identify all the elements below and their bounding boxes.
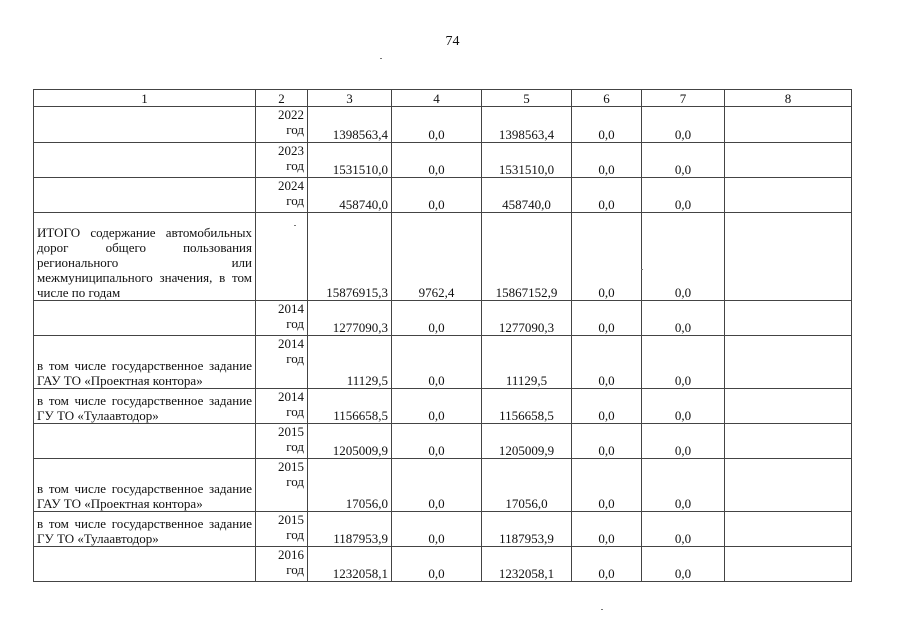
year-suffix: год <box>286 193 304 208</box>
row-label: в том числе государственное задание ГУ ТО «Тулаавтодор» <box>37 516 252 546</box>
total-cell: 1277090,3 <box>308 301 392 336</box>
row-label: в том числе государственное задание ГАУ ТО «Проектная контора» <box>37 358 252 388</box>
col7-cell: 0,0 <box>642 143 725 178</box>
year-suffix: год <box>286 122 304 137</box>
column-header: 4 <box>392 90 482 107</box>
col5-cell: 15867152,9 <box>482 213 572 301</box>
year-value: 2015 <box>278 459 304 474</box>
total-cell: 1232058,1 <box>308 547 392 582</box>
col6-cell: 0,0 <box>572 213 642 301</box>
row-label-cell <box>34 389 256 424</box>
row-label-cell <box>34 547 256 582</box>
year-suffix: год <box>286 351 304 366</box>
col8-cell <box>725 107 852 143</box>
year-value: 2015 <box>278 424 304 439</box>
col5-cell: 458740,0 <box>482 178 572 213</box>
col5-cell: 1277090,3 <box>482 301 572 336</box>
row-label-cell <box>34 301 256 336</box>
row-label: ИТОГО содержание автомобильных дорог общего пользования регионального или межмуниципального значения, в том числе по годам <box>37 225 252 300</box>
table-row <box>34 336 852 389</box>
scan-speck <box>641 269 643 270</box>
year-cell <box>256 512 308 547</box>
col6-cell: 0,0 <box>572 512 642 547</box>
row-label-cell <box>34 424 256 459</box>
total-cell: 458740,0 <box>308 178 392 213</box>
total-cell: 1205009,9 <box>308 424 392 459</box>
col8-cell <box>725 459 852 512</box>
column-header: 8 <box>725 90 852 107</box>
row-label-cell <box>34 178 256 213</box>
col7-cell: 0,0 <box>642 336 725 389</box>
table-row <box>34 178 852 213</box>
year-cell <box>256 336 308 389</box>
total-cell: 1531510,0 <box>308 143 392 178</box>
col7-cell: 0,0 <box>642 424 725 459</box>
col4-cell: 0,0 <box>392 301 482 336</box>
table-row <box>34 389 852 424</box>
row-label-cell <box>34 336 256 389</box>
col5-cell: 1531510,0 <box>482 143 572 178</box>
col5-cell: 1187953,9 <box>482 512 572 547</box>
col6-cell: 0,0 <box>572 336 642 389</box>
col7-cell: 0,0 <box>642 178 725 213</box>
col8-cell <box>725 301 852 336</box>
row-label-cell <box>34 512 256 547</box>
year-suffix: год <box>286 404 304 419</box>
row-label-cell <box>34 143 256 178</box>
col5-cell: 1205009,9 <box>482 424 572 459</box>
year-cell <box>256 301 308 336</box>
col6-cell: 0,0 <box>572 424 642 459</box>
col4-cell: 0,0 <box>392 107 482 143</box>
col4-cell: 0,0 <box>392 336 482 389</box>
year-cell <box>256 459 308 512</box>
year-suffix: год <box>286 562 304 577</box>
col8-cell <box>725 213 852 301</box>
total-cell: 1398563,4 <box>308 107 392 143</box>
col7-cell: 0,0 <box>642 301 725 336</box>
column-header: 1 <box>34 90 256 107</box>
total-cell: 1187953,9 <box>308 512 392 547</box>
year-suffix: год <box>286 474 304 489</box>
col7-cell: 0,0 <box>642 213 725 301</box>
year-value: 2016 <box>278 547 304 562</box>
year-cell <box>256 424 308 459</box>
year-cell <box>256 178 308 213</box>
header-row <box>34 90 852 107</box>
col8-cell <box>725 424 852 459</box>
col8-cell <box>725 178 852 213</box>
row-label: в том числе государственное задание ГУ ТО «Тулаавтодор» <box>37 393 252 423</box>
year-value: 2014 <box>278 336 304 351</box>
table-row <box>34 547 852 582</box>
column-header: 5 <box>482 90 572 107</box>
col7-cell: 0,0 <box>642 547 725 582</box>
column-header: 2 <box>256 90 308 107</box>
year-cell <box>256 213 308 301</box>
col8-cell <box>725 143 852 178</box>
col7-cell: 0,0 <box>642 459 725 512</box>
row-label-cell <box>34 213 256 301</box>
col4-cell: 0,0 <box>392 459 482 512</box>
year-suffix: год <box>286 439 304 454</box>
col4-cell: 0,0 <box>392 547 482 582</box>
col6-cell: 0,0 <box>572 107 642 143</box>
col4-cell: 0,0 <box>392 424 482 459</box>
col8-cell <box>725 389 852 424</box>
year-value: 2024 <box>278 178 304 193</box>
col5-cell: 17056,0 <box>482 459 572 512</box>
scan-speck <box>294 225 296 226</box>
scan-speck <box>601 609 603 610</box>
col4-cell: 0,0 <box>392 389 482 424</box>
column-header: 3 <box>308 90 392 107</box>
table-row <box>34 512 852 547</box>
col5-cell: 1156658,5 <box>482 389 572 424</box>
col4-cell: 0,0 <box>392 512 482 547</box>
year-cell <box>256 389 308 424</box>
col8-cell <box>725 336 852 389</box>
col6-cell: 0,0 <box>572 143 642 178</box>
year-cell <box>256 107 308 143</box>
year-value: 2014 <box>278 389 304 404</box>
column-header: 7 <box>642 90 725 107</box>
col6-cell: 0,0 <box>572 459 642 512</box>
year-suffix: год <box>286 316 304 331</box>
year-cell <box>256 547 308 582</box>
col6-cell: 0,0 <box>572 389 642 424</box>
year-suffix: год <box>286 527 304 542</box>
col8-cell <box>725 547 852 582</box>
table-row <box>34 424 852 459</box>
budget-table <box>33 89 852 582</box>
total-cell: 15876915,3 <box>308 213 392 301</box>
year-cell <box>256 143 308 178</box>
col8-cell <box>725 512 852 547</box>
col7-cell: 0,0 <box>642 389 725 424</box>
col4-cell: 9762,4 <box>392 213 482 301</box>
year-value: 2015 <box>278 512 304 527</box>
total-cell: 11129,5 <box>308 336 392 389</box>
col4-cell: 0,0 <box>392 143 482 178</box>
row-label-cell <box>34 107 256 143</box>
year-value: 2022 <box>278 107 304 122</box>
col5-cell: 1232058,1 <box>482 547 572 582</box>
column-header: 6 <box>572 90 642 107</box>
col6-cell: 0,0 <box>572 547 642 582</box>
col6-cell: 0,0 <box>572 301 642 336</box>
table-row <box>34 301 852 336</box>
col7-cell: 0,0 <box>642 107 725 143</box>
year-suffix: год <box>286 158 304 173</box>
table-row <box>34 107 852 143</box>
total-cell: 1156658,5 <box>308 389 392 424</box>
scan-speck <box>380 58 382 59</box>
year-value: 2014 <box>278 301 304 316</box>
col5-cell: 1398563,4 <box>482 107 572 143</box>
row-label: в том числе государственное задание ГАУ ТО «Проектная контора» <box>37 481 252 511</box>
col4-cell: 0,0 <box>392 178 482 213</box>
table-row <box>34 143 852 178</box>
total-cell: 17056,0 <box>308 459 392 512</box>
row-label-cell <box>34 459 256 512</box>
year-value: 2023 <box>278 143 304 158</box>
col7-cell: 0,0 <box>642 512 725 547</box>
page-number: 74 <box>445 34 460 49</box>
col6-cell: 0,0 <box>572 178 642 213</box>
col5-cell: 11129,5 <box>482 336 572 389</box>
table-row <box>34 459 852 512</box>
table-row <box>34 213 852 301</box>
